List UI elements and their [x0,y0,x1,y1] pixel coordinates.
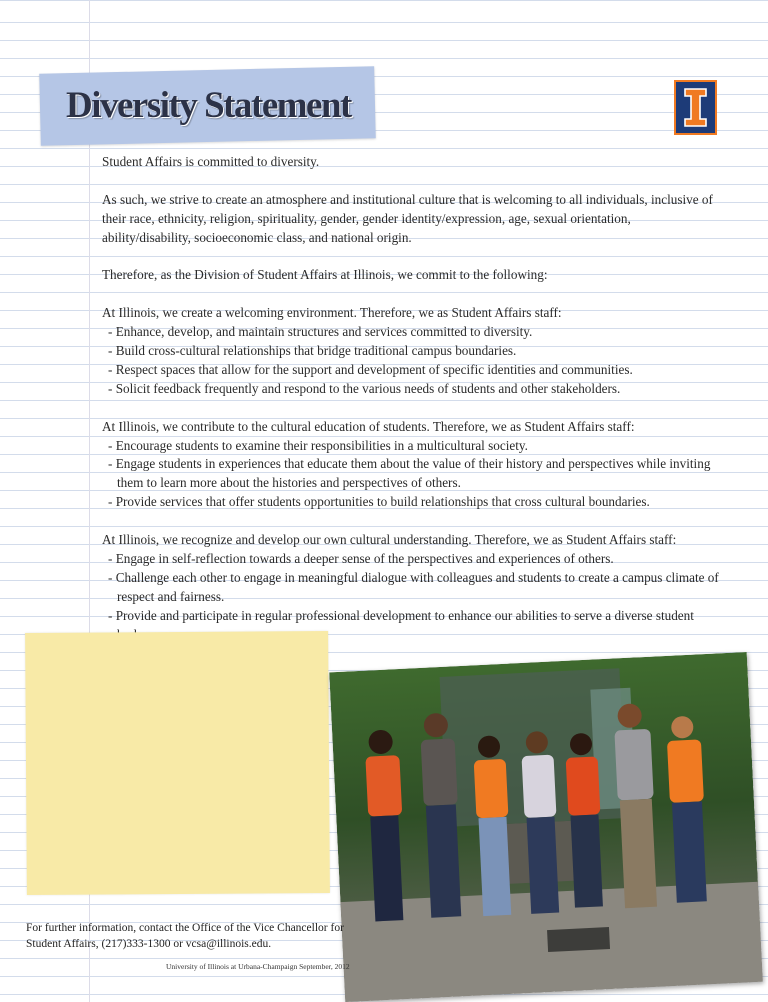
commitment-line: Therefore, as the Division of Student Affairs at Illinois, we commit to the following: [102,267,548,283]
list-item: - Provide services that offer students opportunities to build relationships that cross cultural boundaries. [108,494,650,510]
list-item: - Build cross-cultural relationships that bridge traditional campus boundaries. [108,343,517,359]
list-item: - Engage in self-reflection towards a deeper sense of the perspectives and experiences of others. [108,550,614,566]
list-item: - Solicit feedback frequently and respond to the various needs of students and other stakeholders. [108,380,621,396]
intro-paragraph: As such, we strive to create an atmosphere and institutional culture that is welcoming to all individuals, inclusive of their race, ethnicity, religion, spirituality, gender, gender identity/expression, age, sexual orientation, ability/disability, socioeconomic class, and national origin. [102,191,713,245]
list-item: - Challenge each other to engage in meaningful dialogue with colleagues and students to create a campus climate of respect and fairness. [108,569,719,604]
section-heading: At Illinois, we contribute to the cultural education of students. Therefore, we as Student Affairs staff: [102,418,635,434]
statement-body [102,153,722,644]
list-item: - Provide and participate in regular professional development to enhance our abilities to serve a diverse student [108,607,694,623]
contact-text: For further information, contact the Office of the Vice Chancellor for Student Affairs, (217)333-1300 or vcsa@illinois.edu. [26,922,344,950]
intro-line: Student Affairs is committed to diversity. [102,154,320,169]
page-title: Diversity Statement [66,85,351,126]
list-item: - Respect spaces that allow for the support and development of specific identities and communities. [108,361,633,377]
students-photo [329,652,763,1002]
list-item: - Encourage students to examine their responsibilities in a multicultural society. [108,437,528,453]
credit-line: University of Illinois at Urbana-Champaign September, 2012 [166,962,350,971]
illinois-logo [674,80,717,135]
block-i-icon [676,82,715,133]
section-heading: At Illinois, we recognize and develop our own cultural understanding. Therefore, we as Student Affairs staff: [102,532,677,548]
sticky-note [25,631,330,895]
list-item: - Enhance, develop, and maintain structures and services committed to diversity. [108,324,533,340]
section-heading: At Illinois, we create a welcoming environment. Therefore, we as Student Affairs staff: [102,305,562,321]
contact-info [26,920,366,952]
list-item: - Engage students in experiences that educate them about the value of their history and perspectives while inviting them to learn more about the histories and perspectives of others. [108,456,711,491]
